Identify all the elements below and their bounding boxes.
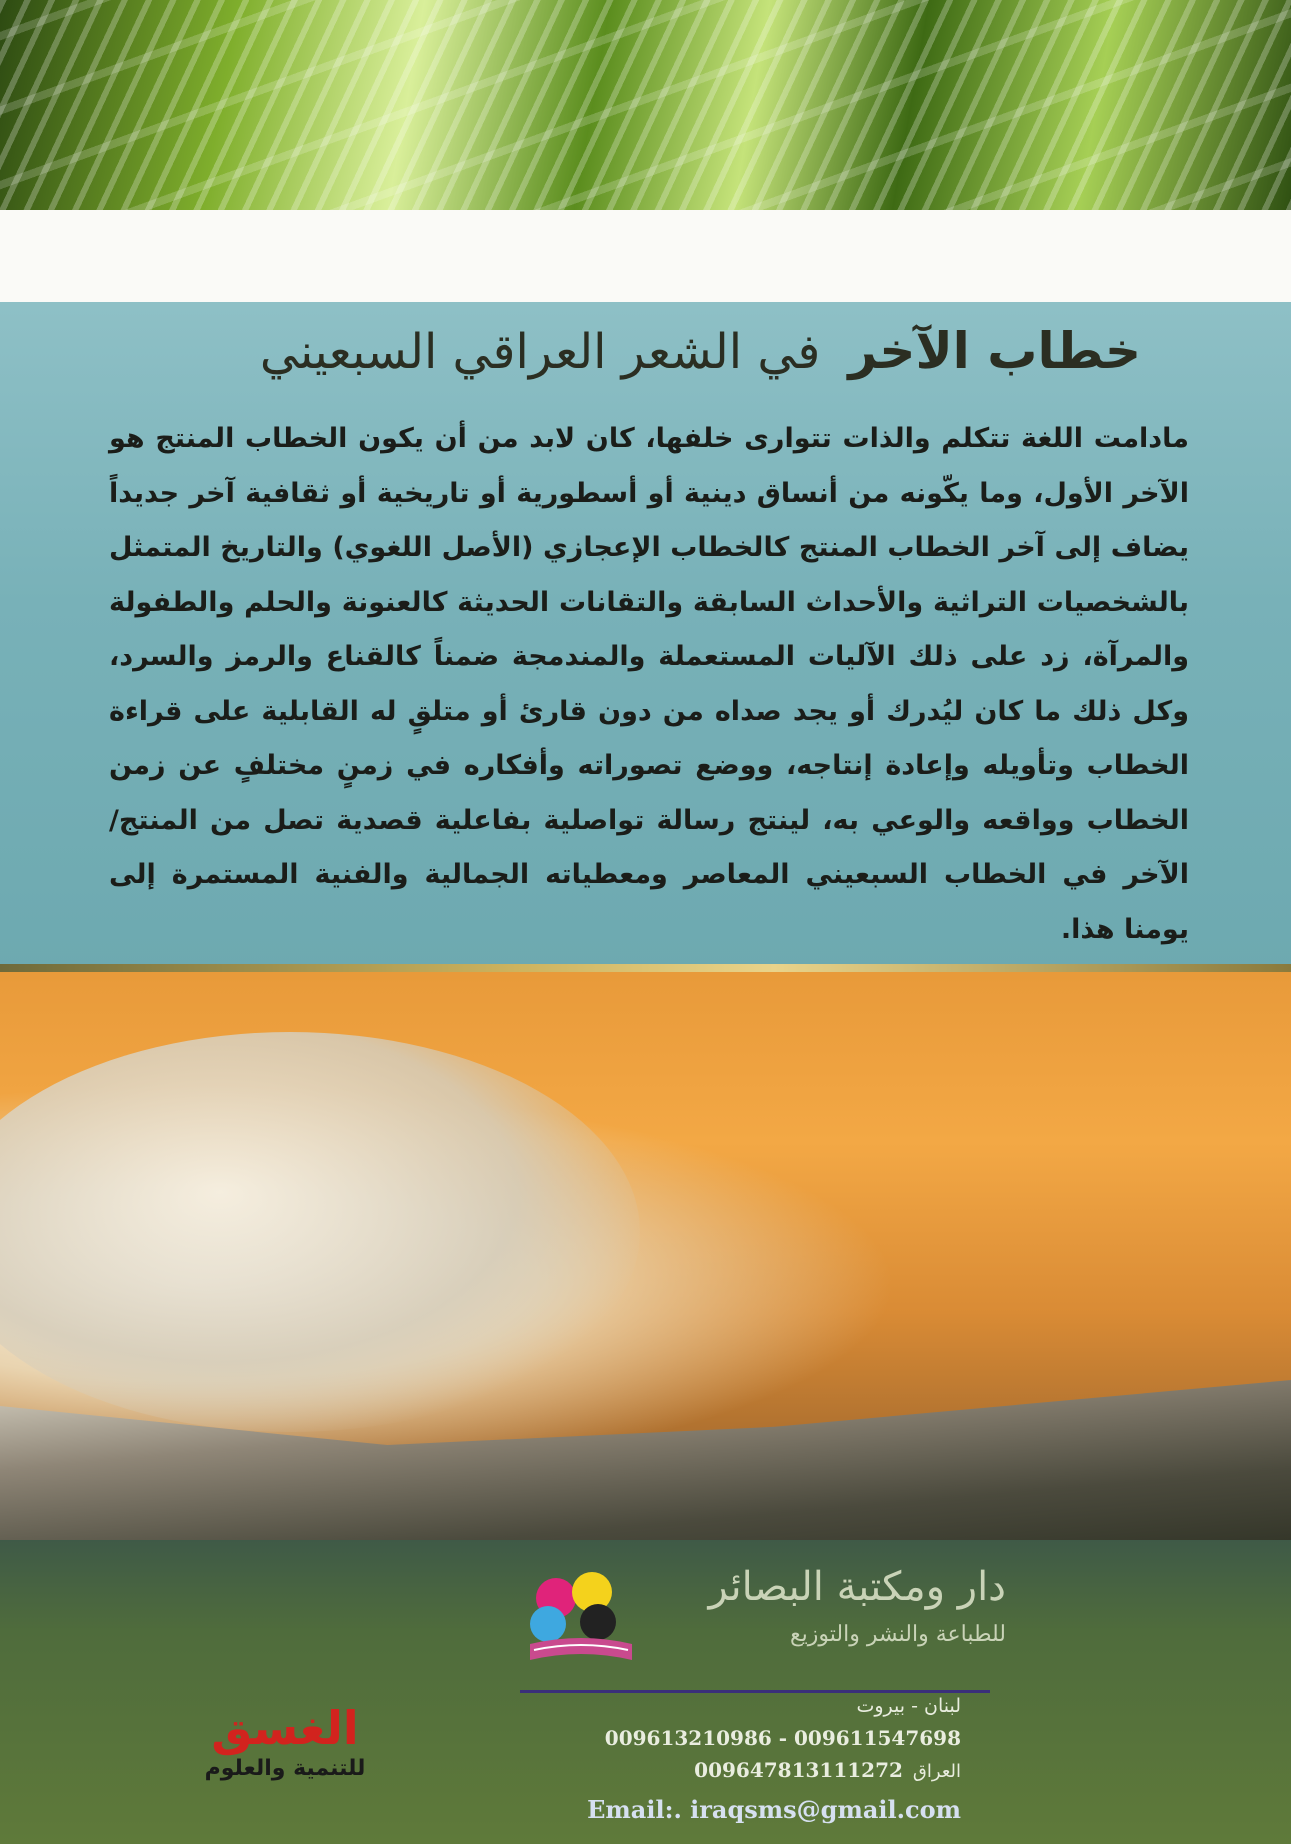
title-main: خطاب الآخر bbox=[848, 322, 1141, 380]
gold-divider bbox=[0, 964, 1291, 972]
ghasaq-logo bbox=[190, 1702, 380, 1784]
ghasaq-name: الغسق bbox=[211, 1701, 359, 1755]
open-book-color-circles-icon bbox=[526, 1570, 636, 1666]
location-text: لبنان - بيروت bbox=[856, 1695, 961, 1717]
green-fiber-header-image bbox=[0, 0, 1291, 210]
iraq-phone: 009647813111272 bbox=[694, 1758, 903, 1782]
lebanon-phones: 009613210986 - 009611547698 bbox=[604, 1726, 961, 1750]
blurb-panel bbox=[0, 302, 1291, 972]
title-rest: في الشعر العراقي السبعيني bbox=[259, 324, 821, 380]
iraq-label: العراق bbox=[912, 1761, 961, 1782]
blurb-text: مادامت اللغة تتكلم والذات تتوارى خلفها، كان لابد من أن يكون الخطاب المنتج هو الآخر الأول، وما يكّونه من أنساق دينية أو أسطورية أو تاريخية أو ثقافية آخر جديداً يضاف إلى آخر الخطاب المنتج كالخطاب الإعجازي (الأصل اللغوي) والتاريخ المتمثل بالشخصيات التراثية والأحداث السابقة والتقانات الحديثة كالعنونة والحلم والطفولة والمرآة، زد على ذلك الآليات المستعملة والمندمجة ضمناً كالقناع والرمز والسرد، وكل ذلك ما كان ليُدرك أو يجد صداه من دون قارئ أو متلقٍ له القابلية على قراءة الخطاب وتأويله وإعادة إنتاجه، ووضع تصوراته وأفكاره في زمنٍ مختلفٍ عن زمن الخطاب وواقعه والوعي به، لينتج رسالة تواصلية بفاعلية قصدية تصل من المنتج/الآخر في الخطاب السبعيني المعاصر ومعطياته الجمالية والفنية المستمرة إلى يومنا هذا. bbox=[109, 423, 1189, 945]
book-title bbox=[141, 322, 1141, 380]
iraq-phone-row bbox=[461, 1754, 961, 1786]
publisher-tagline: للطباعة والنشر والتوزيع bbox=[789, 1622, 1006, 1647]
ghasaq-tagline: للتنمية والعلوم bbox=[204, 1756, 366, 1781]
contact-block bbox=[461, 1690, 961, 1826]
email-text: Email:. iraqsms@gmail.com bbox=[587, 1795, 961, 1824]
open-book-photo bbox=[0, 972, 1291, 1540]
publisher-logo bbox=[526, 1564, 1006, 1674]
publisher-footer bbox=[0, 1540, 1291, 1844]
white-band bbox=[0, 210, 1291, 302]
publisher-name: دار ومكتبة البصائر bbox=[708, 1564, 1006, 1610]
